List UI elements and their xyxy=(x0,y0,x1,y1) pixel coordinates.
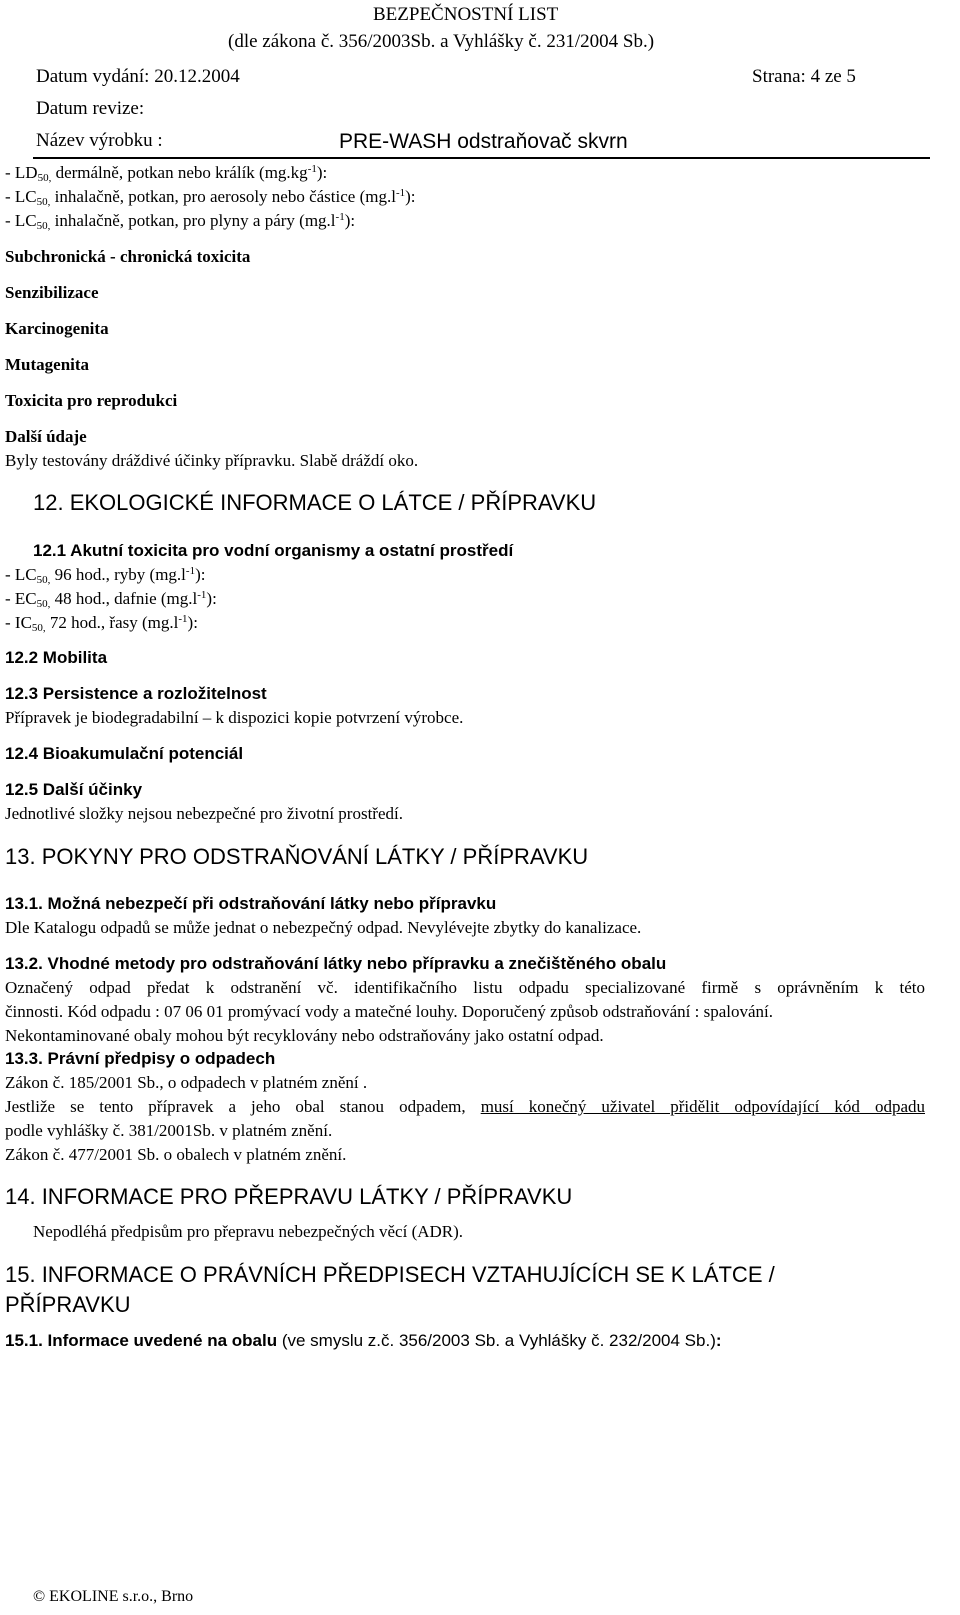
section-12-3-text: Přípravek je biodegradabilní – k dispozici kopie potvrzení výrobce. xyxy=(5,708,464,727)
other-data-text: Byly testovány dráždivé účinky přípravku. Slabě dráždí oko. xyxy=(5,451,419,470)
section-15-1-heading: 15.1. Informace uvedené na obalu (ve smyslu z.č. 356/2003 Sb. a Vyhlášky č. 232/2004 Sb.): xyxy=(5,1331,722,1350)
section-13-3-line-4: Zákon č. 477/2001 Sb. o obalech v platném znění. xyxy=(5,1145,347,1164)
section-13-1-text: Dle Katalogu odpadů se může jednat o nebezpečný odpad. Nevylévejte zbytky do kanalizace. xyxy=(5,918,642,937)
section-12-1-title: 12.1 Akutní toxicita pro vodní organismy a ostatní prostředí xyxy=(33,541,514,560)
header-divider xyxy=(33,157,930,159)
section-12-5-text: Jednotlivé složky nejsou nebezpečné pro životní prostředí. xyxy=(5,804,403,823)
subchronic-toxicity-heading: Subchronická - chronická toxicita xyxy=(5,247,251,266)
issue-date: Datum vydání: 20.12.2004 xyxy=(36,66,240,87)
section-13-3-title: 13.3. Právní předpisy o odpadech xyxy=(5,1049,276,1068)
reproductive-toxicity-heading: Toxicita pro reprodukci xyxy=(5,391,178,410)
product-name: PRE-WASH odstraňovač skvrn xyxy=(339,130,628,153)
document-title: BEZPEČNOSTNÍ LIST xyxy=(373,4,559,25)
lc50-aerosol-line: - $LC_{50,}$ inhalačně, potkan, pro aerosoly nebo částice $(mg.l^{-1})$: xyxy=(5,187,416,208)
ic50-algae-line: - $IC_{50,}$ 72 hod., řasy $(mg.l^{-1})$: xyxy=(5,613,198,634)
ec50-daphnia-line: - $EC_{50,}$ 48 hod., dafnie $(mg.l^{-1})$: xyxy=(5,589,217,610)
section-12-2-title: 12.2 Mobilita xyxy=(5,648,108,667)
section-13-2-line-2: činnosti. Kód odpadu : 07 06 01 promývací vody a matečné louhy. Doporučený způsob odstraňování : spalování. xyxy=(5,1002,773,1021)
product-label: Název výrobku : xyxy=(36,130,163,151)
section-14-title: 14. INFORMACE PRO PŘEPRAVU LÁTKY / PŘÍPRAVKU xyxy=(5,1184,573,1209)
section-13-title: 13. POKYNY PRO ODSTRAŇOVÁNÍ LÁTKY / PŘÍPRAVKU xyxy=(5,844,589,869)
lc50-gas-line: - $LC_{50,}$ inhalačně, potkan, pro plyny a páry $(mg.l^{-1})$: xyxy=(5,211,356,232)
mutagenicity-heading: Mutagenita xyxy=(5,355,90,374)
section-12-5-title: 12.5 Další účinky xyxy=(5,780,143,799)
section-12-4-title: 12.4 Bioakumulační potenciál xyxy=(5,744,244,763)
section-14-text: Nepodléhá předpisům pro přepravu nebezpečných věcí (ADR). xyxy=(33,1222,464,1241)
section-13-1-title: 13.1. Možná nebezpečí při odstraňování látky nebo přípravku xyxy=(5,894,497,913)
section-13-2-line-1: Označený odpad předat k odstranění vč. identifikačního listu odpadu specializované firmě s oprávněním k této xyxy=(5,978,925,997)
section-12-title: 12. EKOLOGICKÉ INFORMACE O LÁTCE / PŘÍPRAVKU xyxy=(33,490,597,515)
section-13-2-line-3: Nekontaminované obaly mohou být recyklovány nebo odstraňovány jako ostatní odpad. xyxy=(5,1026,604,1045)
ld50-dermal-line: - $LD_{50,}$ dermálně, potkan nebo králík $(mg.kg^{-1})$: xyxy=(5,163,328,184)
section-12-3-title: 12.3 Persistence a rozložitelnost xyxy=(5,684,267,703)
section-15-title-line-1: 15. INFORMACE O PRÁVNÍCH PŘEDPISECH VZTAHUJÍCÍCH SE K LÁTCE / xyxy=(5,1262,775,1287)
other-data-heading: Další údaje xyxy=(5,427,87,446)
section-13-3-line-1: Zákon č. 185/2001 Sb., o odpadech v platném znění . xyxy=(5,1073,368,1092)
section-13-3-line-3: podle vyhlášky č. 381/2001Sb. v platném znění. xyxy=(5,1121,333,1140)
section-13-3-line-2: Jestliže se tento přípravek a jeho obal stanou odpadem, musí konečný uživatel přidělit odpovídající kód odpadu xyxy=(5,1097,925,1116)
section-13-2-title: 13.2. Vhodné metody pro odstraňování látky nebo přípravku a znečištěného obalu xyxy=(5,954,667,973)
carcinogenicity-heading: Karcinogenita xyxy=(5,319,109,338)
underlined-requirement: musí konečný uživatel přidělit odpovídající kód odpadu xyxy=(480,1097,925,1116)
revision-date: Datum revize: xyxy=(36,98,145,119)
lc50-fish-line: - $LC_{50,}$ 96 hod., ryby $(mg.l^{-1})$: xyxy=(5,565,206,586)
section-15-title-line-2: PŘÍPRAVKU xyxy=(5,1292,131,1317)
document-subtitle: (dle zákona č. 356/2003Sb. a Vyhlášky č. 231/2004 Sb.) xyxy=(228,31,655,52)
footer-copyright: © EKOLINE s.r.o., Brno xyxy=(33,1588,194,1605)
sensitization-heading: Senzibilizace xyxy=(5,283,99,302)
page-number: Strana: 4 ze 5 xyxy=(752,66,856,87)
